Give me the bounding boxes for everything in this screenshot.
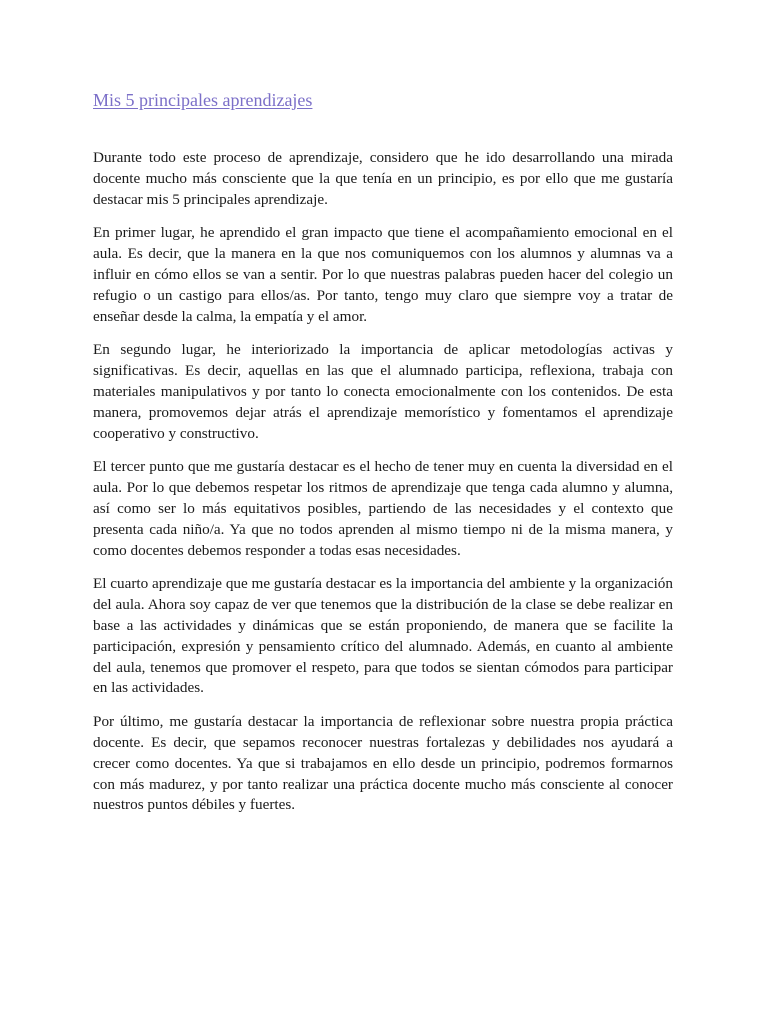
paragraph-fourth-learning: El cuarto aprendizaje que me gustaría destacar es la importancia del ambiente y la organización del aula. Ahora soy capaz de ver que tenemos que la distribución de la clase se debe realizar en base a las actividades y dinámicas que se están proponiendo, de manera que se facilite la participación, expresión y pensamiento crítico del alumnado. Además, en cuanto al ambiente del aula, tenemos que promover el respeto, para que todos se sientan cómodos para participar en las actividades. [93,575,673,697]
paragraph-first-learning: En primer lugar, he aprendido el gran impacto que tiene el acompañamiento emocional en el aula. Es decir, que la manera en la que nos comuniquemos con los alumnos y alumnas va a influir en cómo ellos se van a sentir. Por lo que nuestras palabras pueden hacer del colegio un refugio o un castigo para ellos/as. Por tanto, tengo muy claro que siempre voy a tratar de enseñar desde la calma, la empatía y el amor. [93,224,673,325]
paragraph-fifth-learning: Por último, me gustaría destacar la importancia de reflexionar sobre nuestra propia práctica docente. Es decir, que sepamos reconocer nuestras fortalezas y debilidades nos ayudará a crecer como docentes. Ya que si trabajamos en ello desde un principio, podremos formarnos con más madurez, y por tanto realizar una práctica docente mucho más consciente al conocer nuestros puntos débiles y fuertes. [93,713,673,814]
paragraph-intro: Durante todo este proceso de aprendizaje, considero que he ido desarrollando una mirada docente mucho más consciente que la que tenía en un principio, es por ello que me gustaría destacar mis 5 principales aprendizaje. [93,149,673,208]
document-title: Mis 5 principales aprendizajes [93,90,313,110]
document-body [93,88,673,829]
paragraph-third-learning: El tercer punto que me gustaría destacar es el hecho de tener muy en cuenta la diversidad en el aula. Por lo que debemos respetar los ritmos de aprendizaje que tenga cada alumno y alumna, así como ser lo más equitativos posibles, partiendo de las necesidades y el contexto que presenta cada niño/a. Ya que no todos aprenden al mismo tiempo ni de la misma manera, y como docentes debemos responder a todas esas necesidades. [93,458,673,559]
paragraph-second-learning: En segundo lugar, he interiorizado la importancia de aplicar metodologías activas y significativas. Es decir, aquellas en las que el alumnado participa, reflexiona, trabaja con materiales manipulativos y por tanto lo conecta emocionalmente con los contenidos. De esta manera, promovemos dejar atrás el aprendizaje memorístico y fomentamos el aprendizaje cooperativo y constructivo. [93,341,673,442]
